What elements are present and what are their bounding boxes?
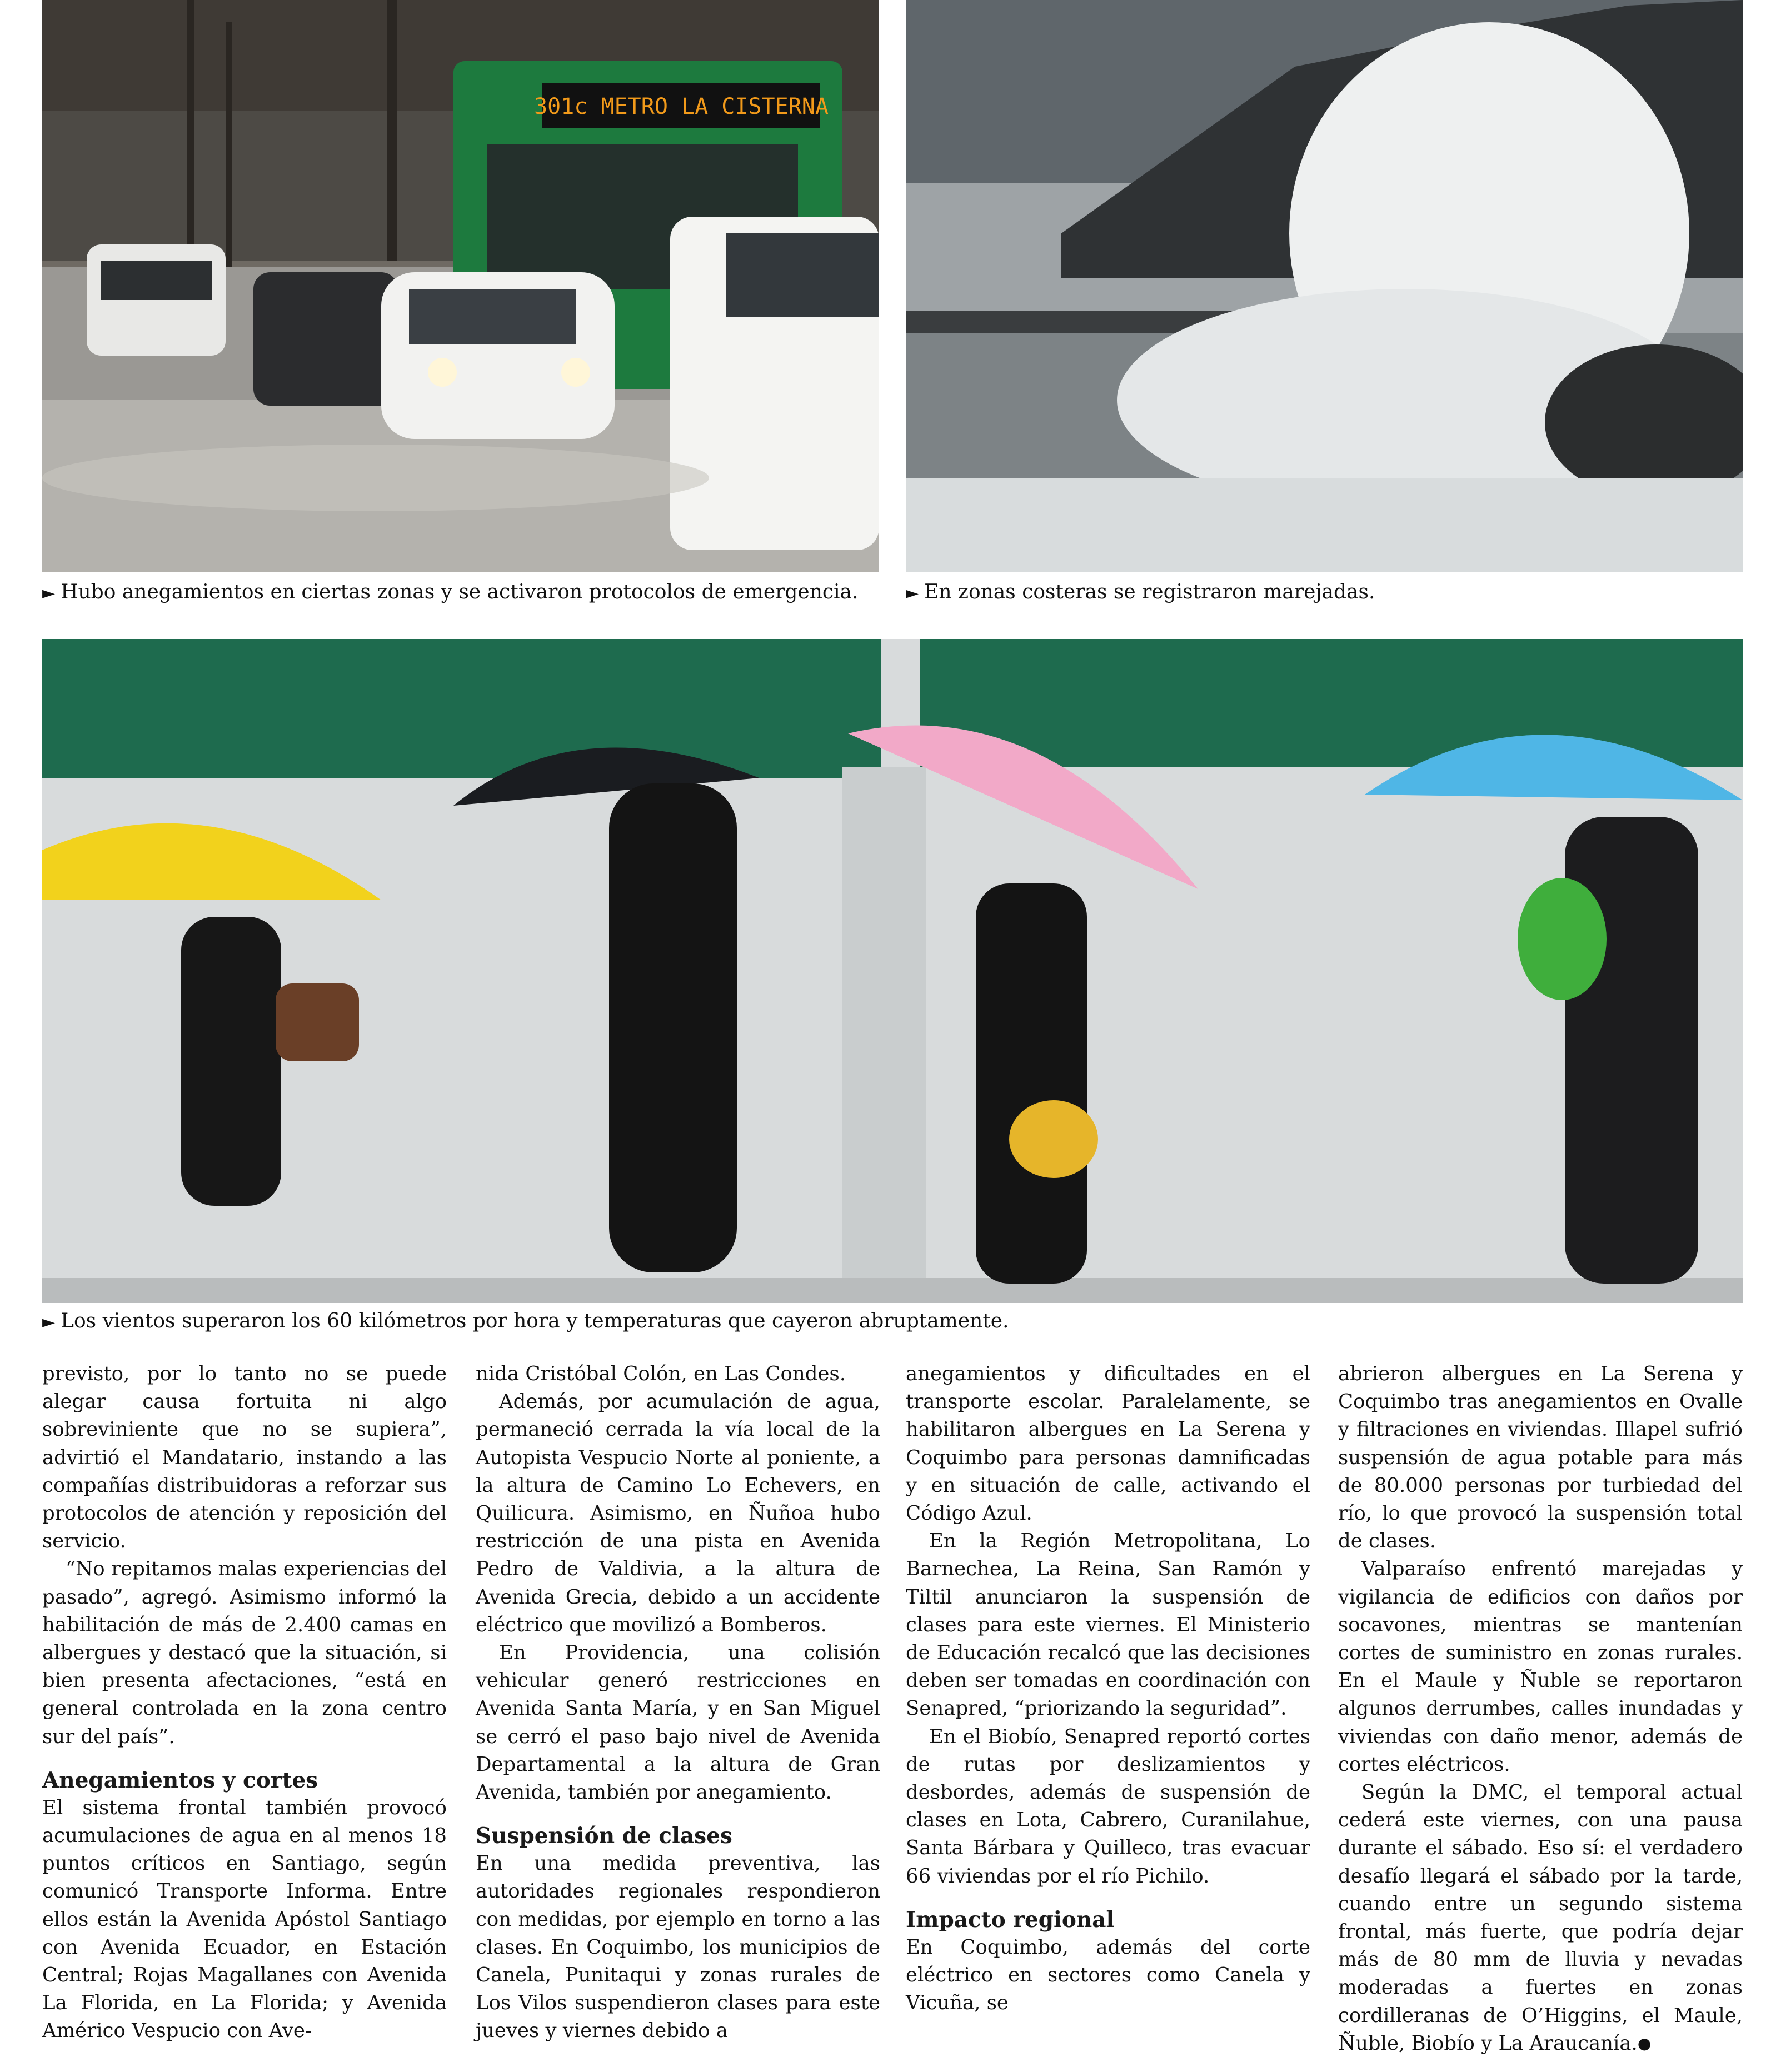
photo-caption-coastal-waves	[906, 580, 1375, 606]
photo-caption-flooded-street	[42, 580, 858, 606]
subheading: Anegamientos y cortes	[42, 1767, 318, 1793]
paragraph: “No repitamos malas experiencias del pasado”, agregó. Asimismo informó la habilitación de más de 2.400 camas en albergues y destacó que la situación, si bien presenta afectaciones, “está en general controlada en la zona centro sur del país”.	[42, 1557, 447, 1748]
paragraph: anegamientos y dificultades en el transporte escolar. Paralelamente, se habilitaron albergues en La Serena y Coquimbo para personas damnificadas y en situación de calle, activando el Código Azul.	[906, 1362, 1310, 1525]
article-column-3	[906, 1360, 1310, 2017]
caption-arrow-icon: ►	[42, 583, 56, 603]
paragraph: En una medida preventiva, las autoridades regionales respondieron con medidas, por ejemplo en torno a las clases. En Coquimbo, los municipios de Canela, Punitaqui y zonas rurales de Los Vilos suspendieron clases para este jueves y viernes debido a	[476, 1852, 880, 2043]
paragraph: nida Cristóbal Colón, en Las Condes.	[476, 1362, 846, 1385]
caption-text: Hubo anegamientos en ciertas zonas y se activaron protocolos de emergencia.	[61, 581, 859, 603]
article-column-2	[476, 1360, 880, 2045]
paragraph: En Coquimbo, además del corte eléctrico en sectores como Canela y Vicuña, se	[906, 1935, 1310, 2015]
paragraph: previsto, por lo tanto no se puede alegar causa fortuita ni algo sobreviniente que no se supiera”, advirtió el Mandatario, instando a las compañías distribuidoras a reforzar sus protocolos de atención y reposición del servicio.	[42, 1362, 447, 1553]
paragraph: Además, por acumulación de agua, permaneció cerrada la vía local de la Autopista Vespucio Norte al poniente, a la altura de Camino Lo Echevers, en Quilicura. Asimismo, en Ñuñoa hubo restricción de una pista en Avenida Pedro de Valdivia, a la altura de Avenida Grecia, debido a un accidente eléctrico que movilizó a Bomberos.	[476, 1390, 880, 1636]
article-column-4	[1338, 1360, 1743, 2058]
photo-flooded-street	[42, 0, 879, 572]
paragraph: En el Biobío, Senapred reportó cortes de rutas por deslizamientos y desbordes, además de suspensión de clases en Lota, Cabrero, Curanilahue, Santa Bárbara y Quilleco, tras evacuar 66 viviendas por el río Pichilo.	[906, 1725, 1310, 1888]
photo-coastal-waves	[906, 0, 1743, 572]
bus-destination-sign: 301c METRO LA CISTERNA	[534, 94, 829, 119]
paragraph: En Providencia, una colisión vehicular generó restricciones en Avenida Santa María, y en San Miguel se cerró el paso bajo nivel de Avenida Departamental a la altura de Gran Avenida, también por anegamiento.	[476, 1641, 880, 1804]
article-column-1	[42, 1360, 447, 2045]
paragraph: abrieron albergues en La Serena y Coquimbo tras anegamientos en Ovalle y filtraciones en viviendas. Illapel sufrió suspensión de agua potable para más de 80.000 personas por turbiedad del río, lo que provocó la suspensión total de clases.	[1338, 1362, 1743, 1553]
photo-caption-umbrellas	[42, 1309, 1009, 1335]
paragraph: El sistema frontal también provocó acumulaciones de agua en al menos 18 puntos críticos en Santiago, según comunicó Transporte Informa. Entre ellos están la Avenida Apóstol Santiago con Avenida Ecuador, en Estación Central; Rojas Magallanes con Avenida La Florida, en La Florida; y Avenida Américo Vespucio con Ave-	[42, 1796, 447, 2043]
caption-arrow-icon: ►	[42, 1312, 56, 1332]
paragraph: En la Región Metropolitana, Lo Barnechea, La Reina, San Ramón y Tiltil anunciaron la suspensión de clases para este viernes. El Ministerio de Educación recalcó que las decisiones deben ser tomadas en coordinación con Senapred, “priorizando la seguridad”.	[906, 1530, 1310, 1720]
subheading: Suspensión de clases	[476, 1823, 732, 1849]
subheading: Impacto regional	[906, 1906, 1115, 1933]
photo-umbrellas	[42, 639, 1743, 1303]
caption-text: Los vientos superaron los 60 kilómetros por hora y temperaturas que cayeron abruptamente.	[61, 1310, 1009, 1332]
paragraph: Valparaíso enfrentó marejadas y vigilancia de edificios con daños por socavones, mientras se mantenían cortes de suministro en zonas rurales. En el Maule y Ñuble se reportaron algunos derrumbes, calles inundadas y viviendas con daño menor, además de cortes eléctricos.	[1338, 1557, 1743, 1776]
end-mark-icon: ●	[1637, 2034, 1652, 2053]
caption-text: En zonas costeras se registraron marejadas.	[924, 581, 1375, 603]
paragraph-text: Según la DMC, el temporal actual cederá este viernes, con una pausa durante el sábado. Eso sí: el verdadero desafío llegará el sábado por la tarde, cuando entre un segundo sistema frontal, más fuerte, que podría dejar más de 80 mm de lluvia y nevadas moderadas a fuertes en zonas cordilleranas de O’Higgins, el Maule, Ñuble, Biobío y La Araucanía.	[1338, 1781, 1743, 2055]
caption-arrow-icon: ►	[906, 583, 919, 603]
paragraph	[1338, 1779, 1743, 2058]
